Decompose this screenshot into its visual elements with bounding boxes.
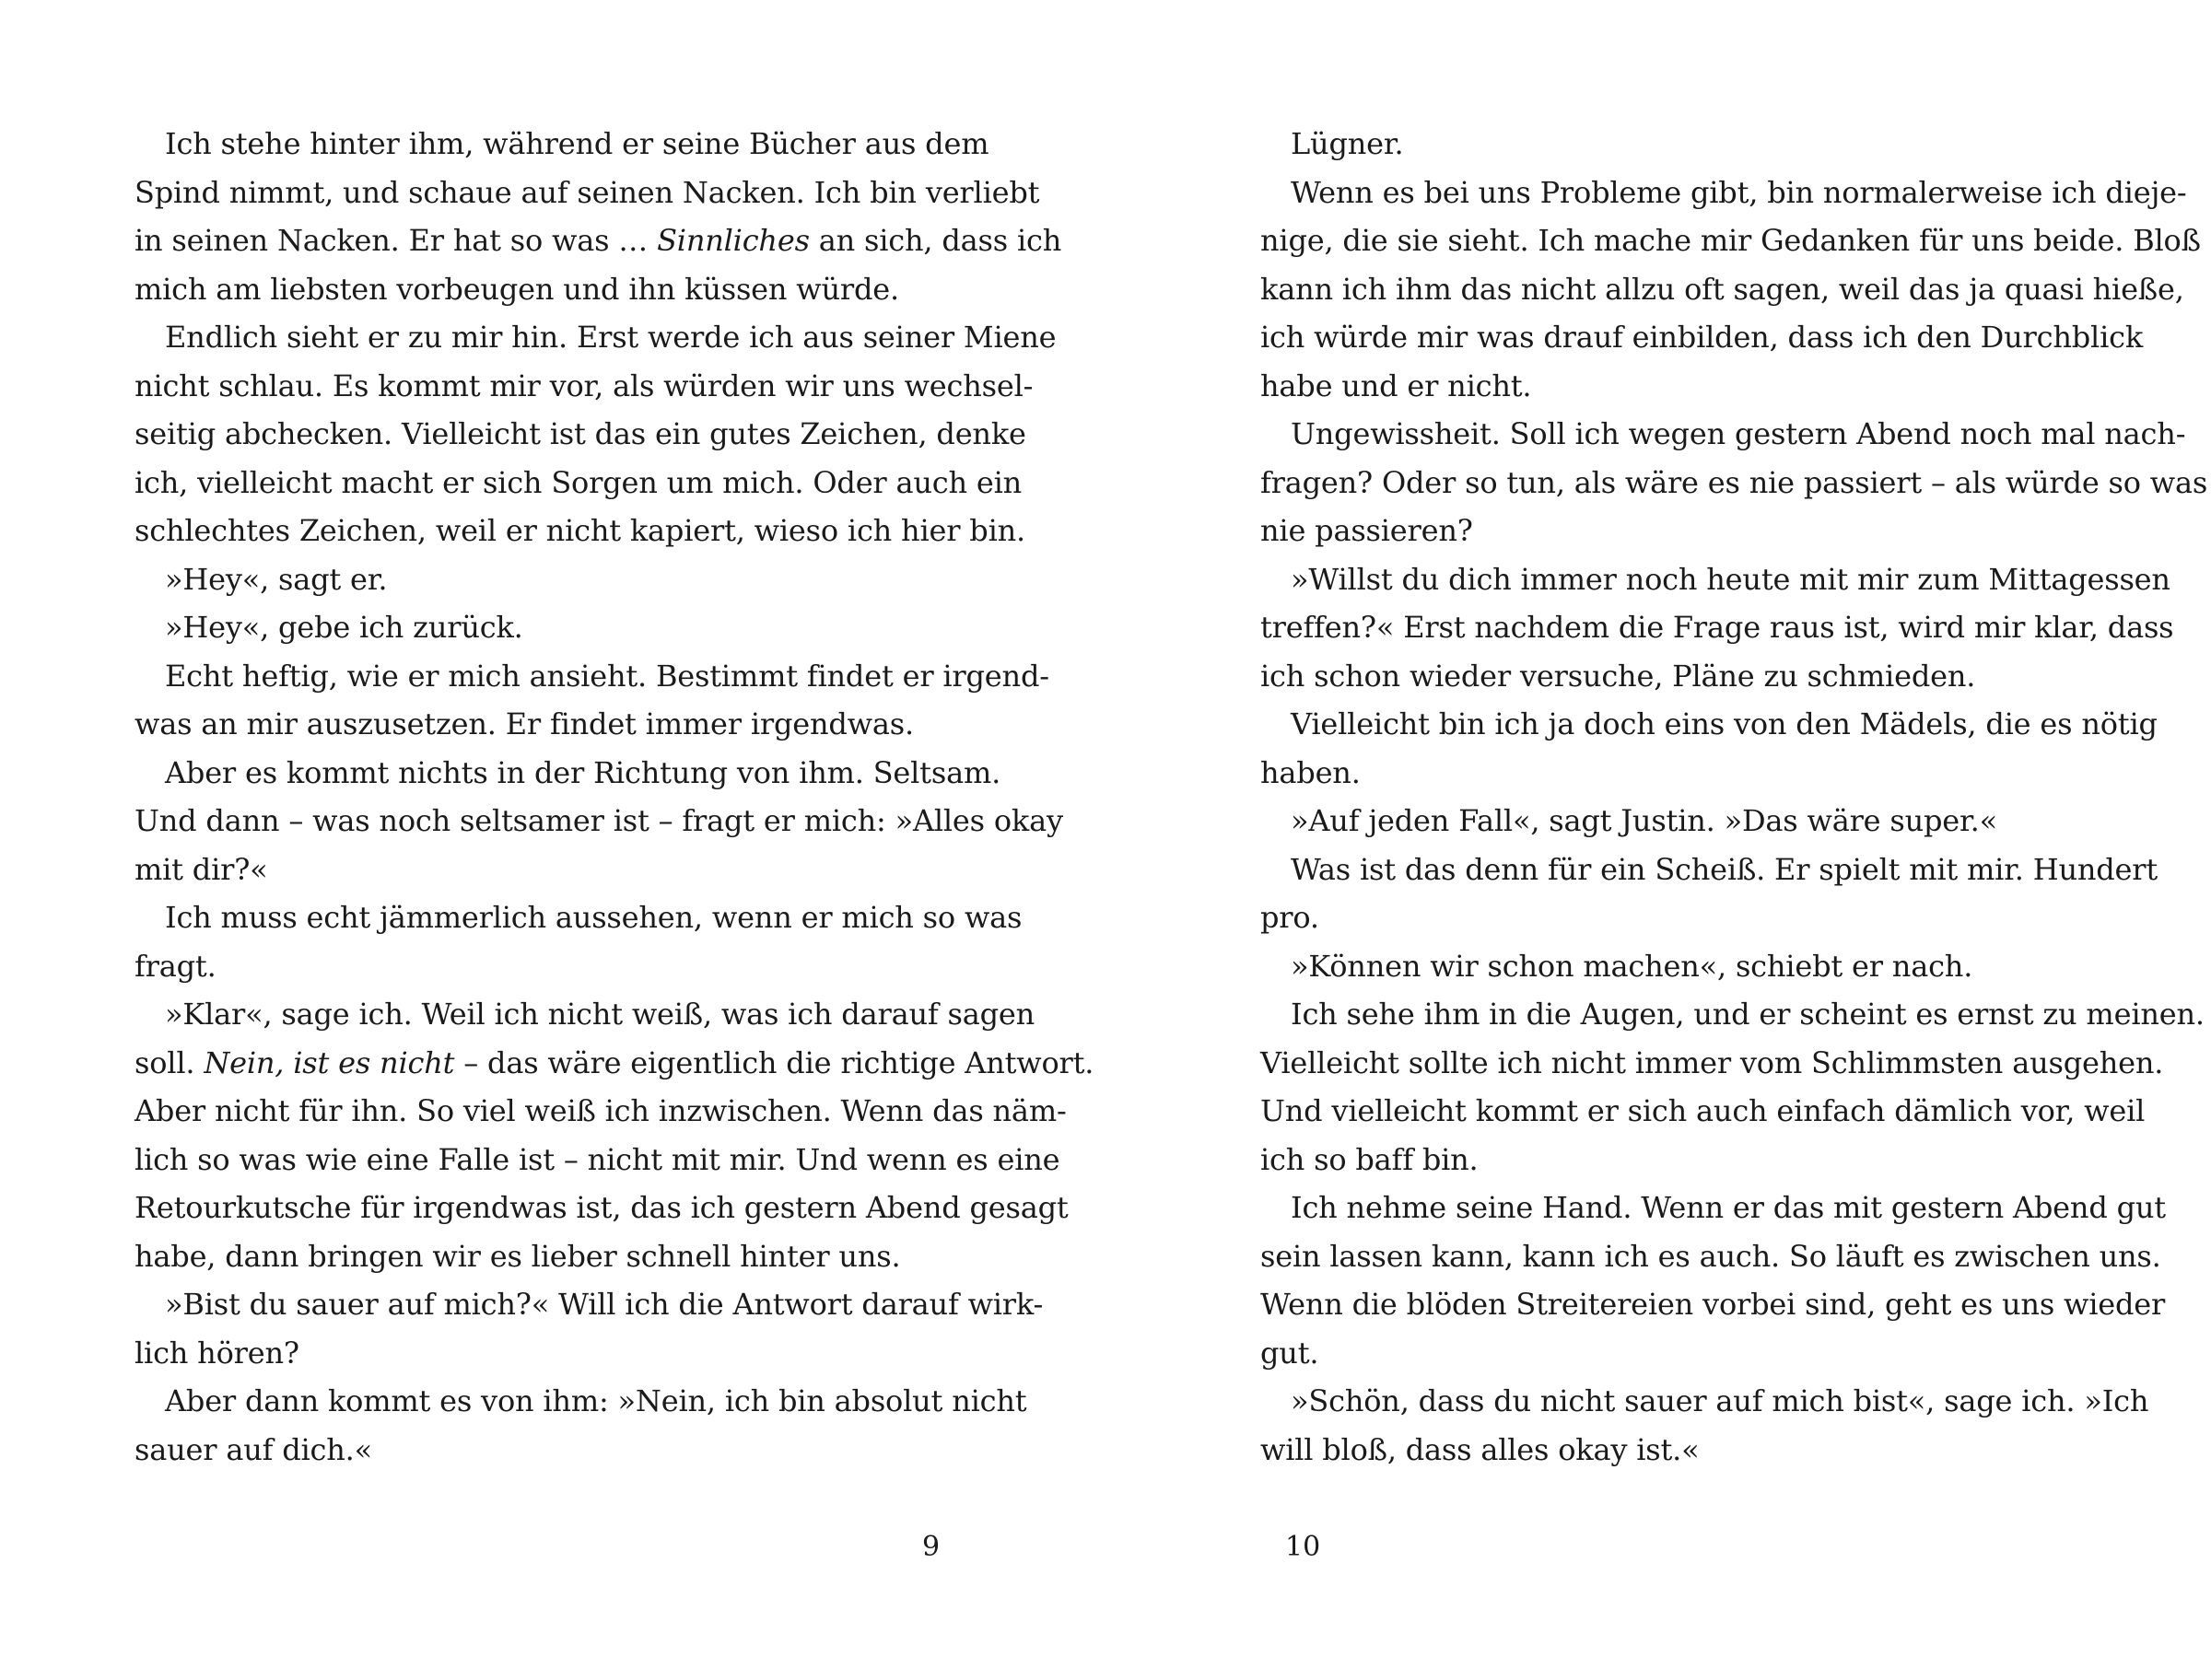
text-line: »Bist du sauer auf mich?« Will ich die Antwort darauf wirk-	[165, 1287, 1044, 1322]
text-line: Vielleicht bin ich ja doch eins von den Mädels, die es nötig	[1291, 706, 2158, 741]
text-line: Ich nehme seine Hand. Wenn er das mit gestern Abend gut	[1291, 1190, 2166, 1225]
text-line: Ungewissheit. Soll ich wegen gestern Abend noch mal nach-	[1291, 416, 2186, 451]
text-line: habe, dann bringen wir es lieber schnell hinter uns.	[135, 1238, 901, 1274]
text-line: Ich sehe ihm in die Augen, und er scheint es ernst zu meinen.	[1291, 997, 2205, 1032]
text-segment: – das wäre eigentlich die richtige Antwort.	[454, 1044, 1094, 1080]
page-number-right: 10	[1285, 1531, 1321, 1563]
text-line: kann ich ihm das nicht allzu oft sagen, weil das ja quasi hieße,	[1260, 271, 2184, 307]
text-line: ich so baff bin.	[1260, 1141, 1479, 1177]
text-line: lich so was wie eine Falle ist – nicht mit mir. Und wenn es eine	[135, 1141, 1060, 1177]
text-line: nige, die sie sieht. Ich mache mir Gedanken für uns beide. Bloß	[1260, 223, 2201, 258]
text-line: Was ist das denn für ein Scheiß. Er spielt mit mir. Hundert	[1291, 851, 2158, 887]
text-line: treffen?« Erst nachdem die Frage raus ist, wird mir klar, dass	[1260, 610, 2174, 645]
text-line: Wenn es bei uns Probleme gibt, bin normalerweise ich dieje-	[1291, 174, 2187, 210]
text-line: seitig abchecken. Vielleicht ist das ein gutes Zeichen, denke	[135, 416, 1026, 451]
text-line: Und vielleicht kommt er sich auch einfach dämlich vor, weil	[1260, 1093, 2146, 1128]
left-page-text	[135, 120, 1094, 1474]
text-segment: an sich, dass ich	[809, 223, 1062, 258]
text-line: habe und er nicht.	[1260, 368, 1532, 403]
text-line: mich am liebsten vorbeugen und ihn küssen würde.	[135, 271, 899, 307]
text-line: »Hey«, sagt er.	[165, 561, 388, 597]
text-line: »Können wir schon machen«, schiebt er nach.	[1291, 948, 1973, 984]
text-line: »Willst du dich immer noch heute mit mir zum Mittagessen	[1291, 561, 2170, 597]
text-line: Ich stehe hinter ihm, während er seine Bücher aus dem	[165, 126, 989, 161]
text-line: »Hey«, gebe ich zurück.	[165, 610, 523, 645]
text-line: Lügner.	[1291, 126, 1404, 161]
text-line: »Auf jeden Fall«, sagt Justin. »Das wäre super.«	[1291, 803, 1997, 838]
text-line: Aber nicht für ihn. So viel weiß ich inzwischen. Wenn das näm-	[135, 1093, 1067, 1128]
text-line: ich schon wieder versuche, Pläne zu schmieden.	[1260, 658, 1976, 694]
text-line: Vielleicht sollte ich nicht immer vom Schlimmsten ausgehen.	[1260, 1044, 2164, 1080]
right-page-text	[1260, 120, 2208, 1474]
page-number-left: 9	[922, 1531, 941, 1563]
text-line: sein lassen kann, kann ich es auch. So läuft es zwischen uns.	[1260, 1238, 2161, 1274]
text-line: Und dann – was noch seltsamer ist – fragt er mich: »Alles okay	[135, 803, 1063, 838]
text-line	[135, 1039, 1094, 1088]
text-line: Aber dann kommt es von ihm: »Nein, ich bin absolut nicht	[165, 1383, 1027, 1418]
text-line: Aber es kommt nichts in der Richtung von ihm. Seltsam.	[165, 754, 1001, 790]
text-line: Wenn die blöden Streitereien vorbei sind, geht es uns wieder	[1260, 1287, 2166, 1322]
text-line: gut.	[1260, 1335, 1319, 1371]
text-segment: soll.	[135, 1044, 205, 1080]
text-line: haben.	[1260, 754, 1361, 790]
text-line: Endlich sieht er zu mir hin. Erst werde ich aus seiner Miene	[165, 320, 1057, 355]
italic-text-segment: Nein, ist es nicht	[204, 1044, 455, 1080]
text-line: »Klar«, sage ich. Weil ich nicht weiß, was ich darauf sagen	[165, 997, 1035, 1032]
text-line: nie passieren?	[1260, 513, 1473, 548]
text-line: schlechtes Zeichen, weil er nicht kapiert, wieso ich hier bin.	[135, 513, 1025, 548]
text-line: fragen? Oder so tun, als wäre es nie passiert – als würde so was	[1260, 464, 2208, 500]
text-line: pro.	[1260, 900, 1319, 935]
text-line: Retourkutsche für irgendwas ist, das ich gestern Abend gesagt	[135, 1190, 1069, 1225]
text-line: was an mir auszusetzen. Er findet immer irgendwas.	[135, 706, 914, 741]
text-line: ich würde mir was drauf einbilden, dass ich den Durchblick	[1260, 320, 2144, 355]
text-line: sauer auf dich.«	[135, 1431, 373, 1467]
text-line: Spind nimmt, und schaue auf seinen Nacken. Ich bin verliebt	[135, 174, 1040, 210]
text-line: »Schön, dass du nicht sauer auf mich bist«, sage ich. »Ich	[1291, 1383, 2149, 1418]
text-line: ich, vielleicht macht er sich Sorgen um mich. Oder auch ein	[135, 464, 1023, 500]
text-line: fragt.	[135, 948, 216, 984]
italic-text-segment: Sinnliches	[657, 223, 810, 258]
text-line: mit dir?«	[135, 851, 268, 887]
text-line: will bloß, dass alles okay ist.«	[1260, 1431, 1700, 1467]
text-line: Ich muss echt jämmerlich aussehen, wenn er mich so was	[165, 900, 1023, 935]
text-line: nicht schlau. Es kommt mir vor, als würden wir uns wechsel-	[135, 368, 1034, 403]
text-line	[135, 216, 1062, 265]
text-line: lich hören?	[135, 1335, 299, 1371]
text-segment: in seinen Nacken. Er hat so was …	[135, 223, 658, 258]
text-line: Echt heftig, wie er mich ansieht. Bestimmt findet er irgend-	[165, 658, 1049, 694]
